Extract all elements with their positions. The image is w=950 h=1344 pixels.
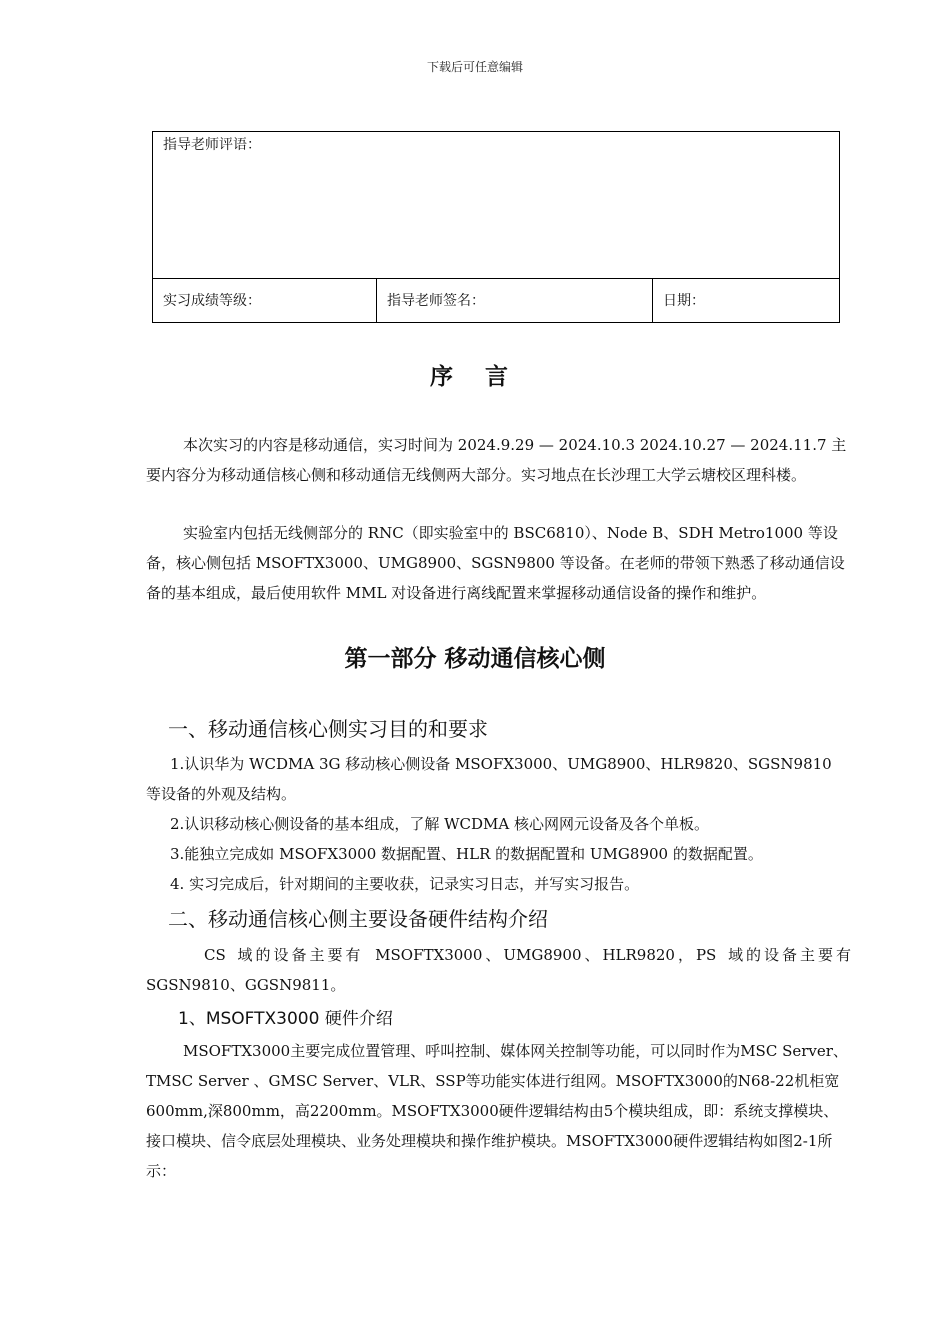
requirements-list [146, 749, 851, 899]
msoftx-description-text: MSOFTX3000主要完成位置管理、呼叫控制、媒体网关控制等功能，可以同时作为MSC Server、 TMSC Server 、GMSC Server、VLR、SSP等功能实体进行组网。MSOFTX3000的N68-22机柜宽600mm,深800mm，高2200mm。MSOFTX3000硬件逻辑结构由5个模块组成，即：系统支撑模块、接口模块、信令底层处理模块、业务处理模块和操作维护模块。MSOFTX3000硬件逻辑结构如图2-1所示： [146, 1042, 848, 1180]
grade-cell [153, 279, 377, 323]
signature-label: 指导老师签名： [387, 292, 485, 309]
grade-label: 实习成绩等级： [163, 292, 261, 309]
list-item: 2.认识移动核心侧设备的基本组成，了解 WCDMA 核心网网元设备及各个单板。 [170, 815, 709, 833]
date-cell [653, 279, 840, 323]
preface-paragraph-2-text: 实验室内包括无线侧部分的 RNC（即实验室中的 BSC6810）、Node B、SDH Metro1000 等设备，核心侧包括 MSOFTX3000、UMG8900、SGSN9800 等设备。在老师的带领下熟悉了移动通信设备的基本组成，最后使用软件 MML 对设备进行离线配置来掌握移动通信设备的操作和维护。 [146, 524, 845, 602]
comment-cell [153, 132, 840, 279]
list-item: 4. 实习完成后，针对期间的主要收获，记录实习日志，并写实习报告。 [170, 875, 640, 893]
cs-ps-intro [146, 940, 851, 1000]
date-label: 日期： [663, 292, 705, 309]
section-heading-2: 二、移动通信核心侧主要设备硬件结构介绍 [168, 907, 548, 931]
evaluation-table [152, 131, 840, 323]
preface-paragraph-1-text: 本次实习的内容是移动通信，实习时间为 2024.9.29 — 2024.10.3 2024.10.27 — 2024.11.7 主要内容分为移动通信核心侧和移动通信无线侧两大部分。实习地点在长沙理工大学云塘校区理科楼。 [146, 436, 847, 484]
preface-paragraph-1 [146, 430, 851, 490]
part-title: 第一部分 移动通信核心侧 [344, 645, 606, 672]
comment-label: 指导老师评语： [163, 137, 261, 153]
subsection-heading: 1、MSOFTX3000 硬件介绍 [178, 1009, 393, 1029]
preface-title: 序 言 [429, 363, 520, 390]
msoftx-description [146, 1036, 851, 1186]
preface-paragraph-2 [146, 518, 851, 608]
cs-ps-intro-text: CS 域的设备主要有 MSOFTX3000、UMG8900、HLR9820，PS 域的设备主要有 SGSN9810、GGSN9811。 [146, 946, 851, 994]
list-item: 1.认识华为 WCDMA 3G 移动核心侧设备 MSOFX3000、UMG8900、HLR9820、SGSN9810 等设备的外观及结构。 [146, 755, 832, 803]
page-header: 下载后可任意编辑 [426, 60, 523, 74]
section-heading-1: 一、移动通信核心侧实习目的和要求 [168, 717, 488, 741]
signature-cell [377, 279, 653, 323]
list-item: 3.能独立完成如 MSOFX3000 数据配置、HLR 的数据配置和 UMG8900 的数据配置。 [170, 845, 763, 863]
